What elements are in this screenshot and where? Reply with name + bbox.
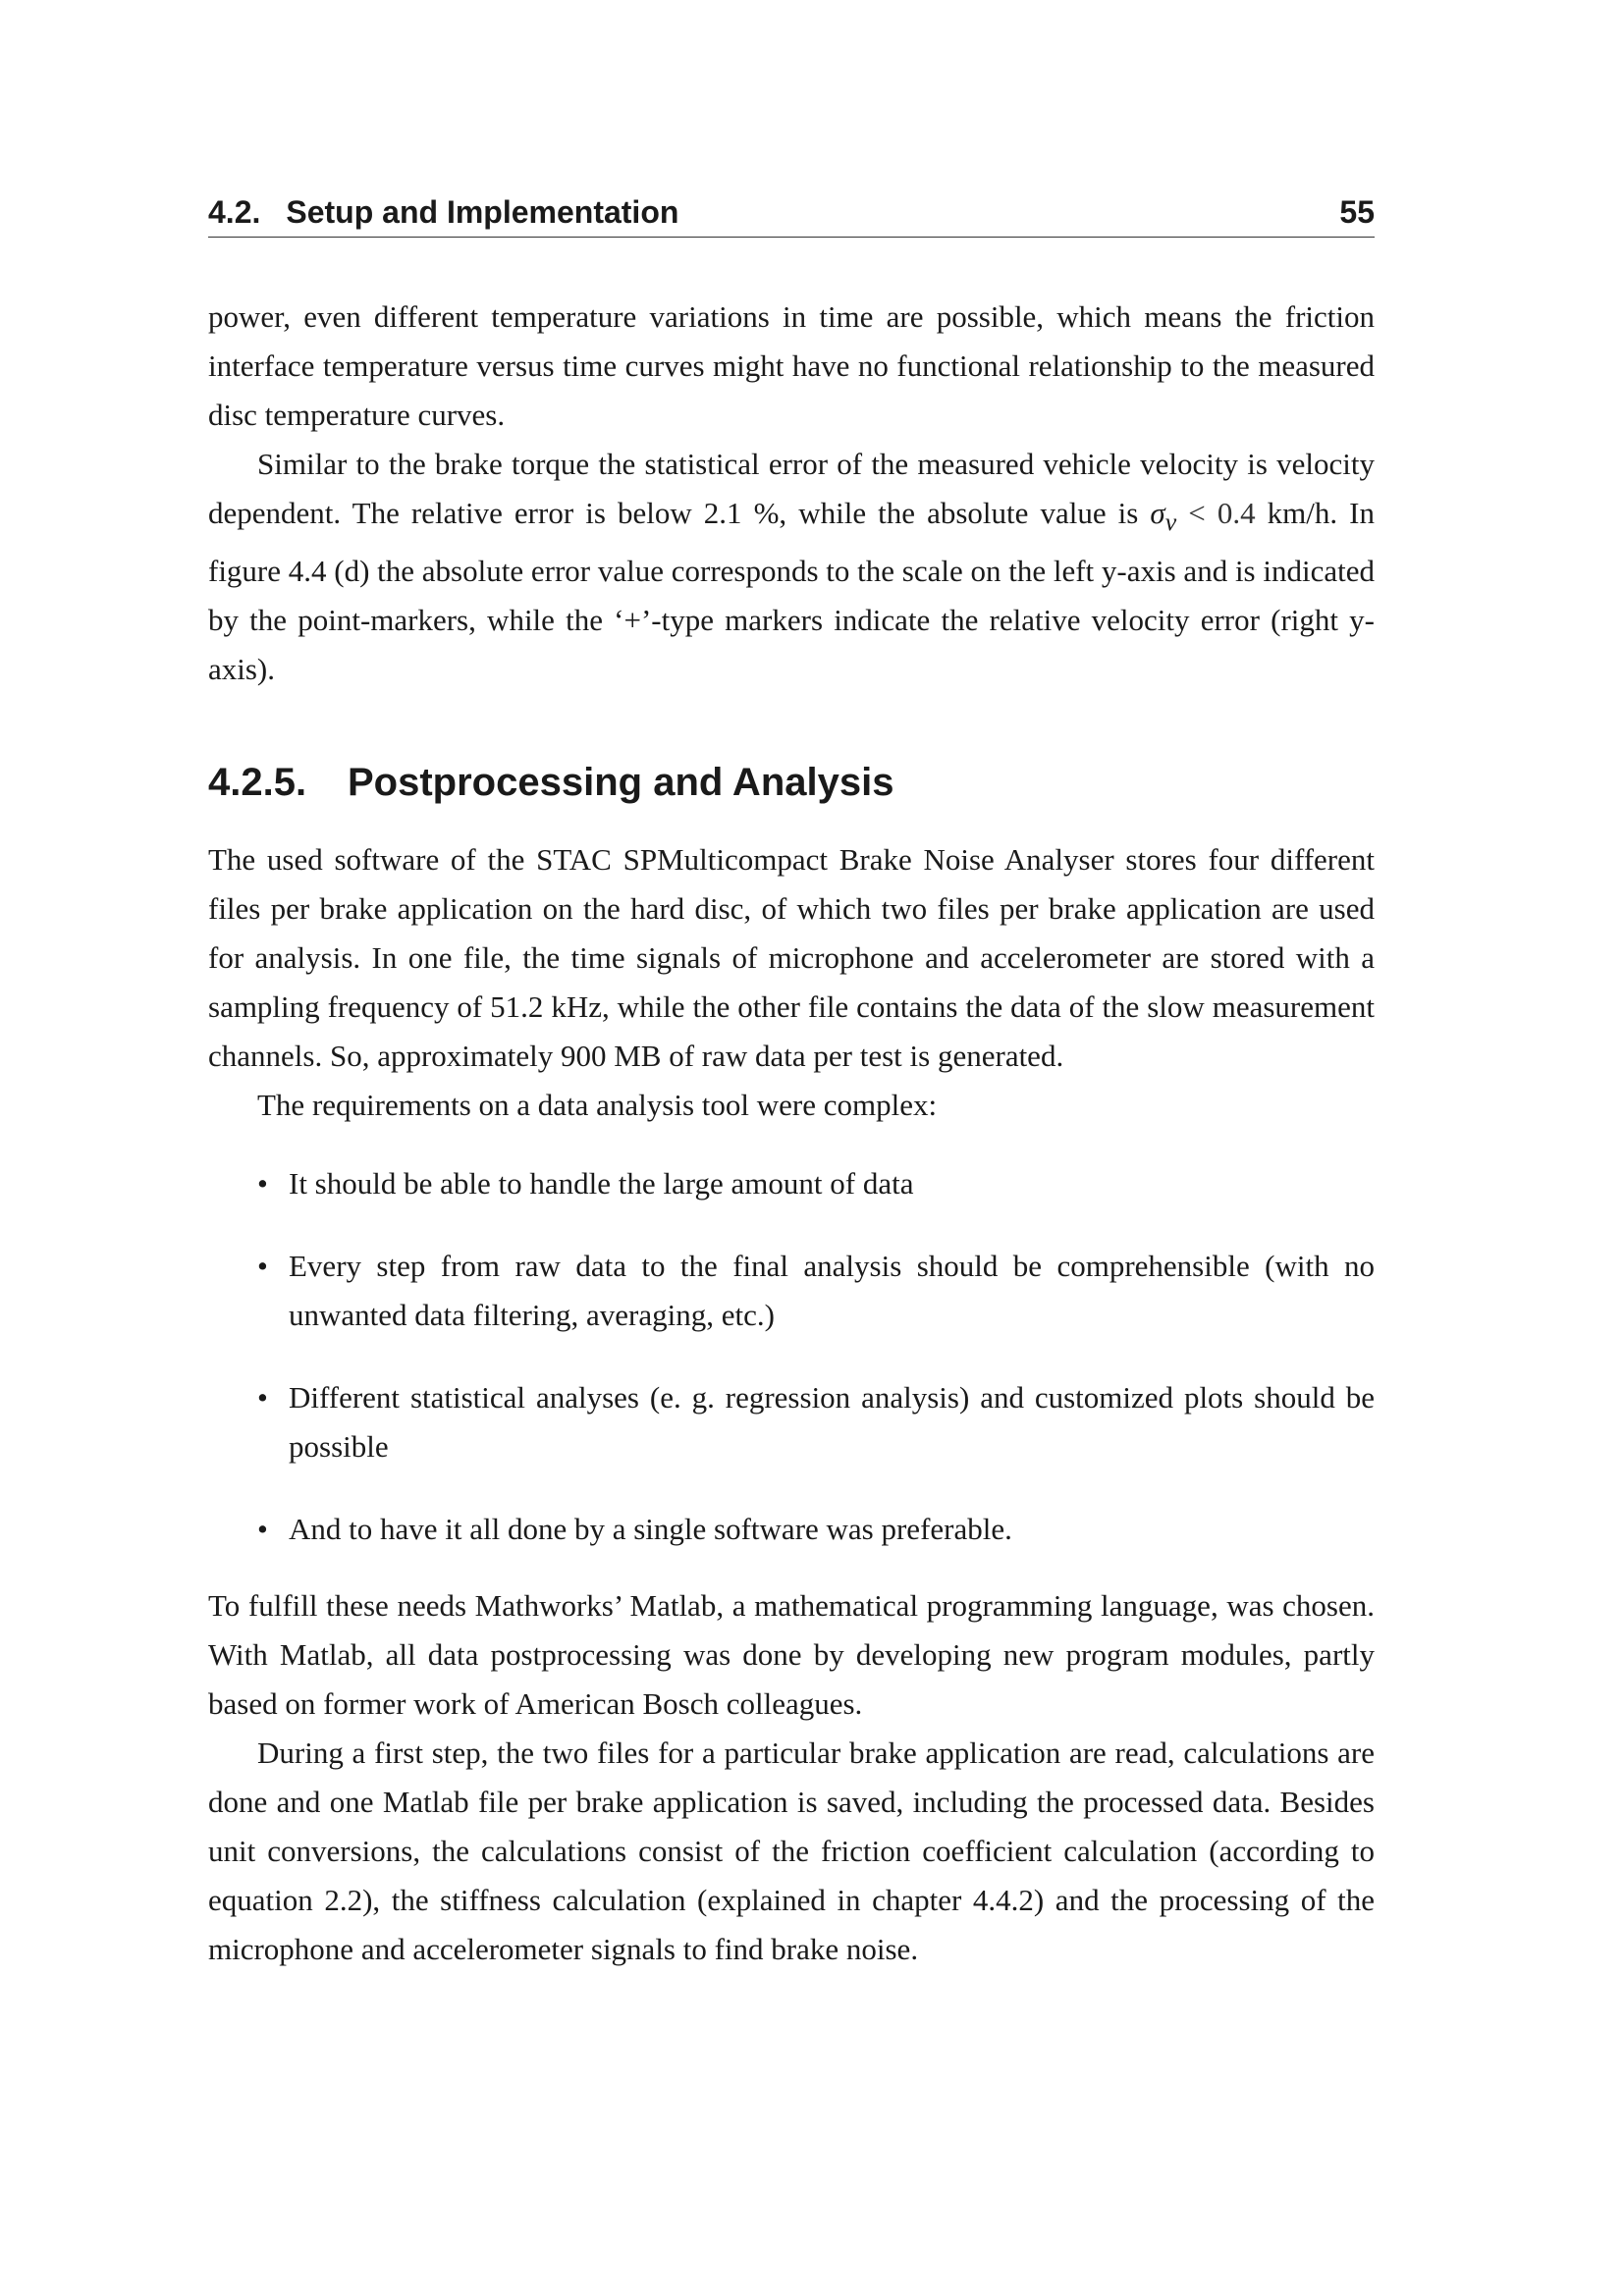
paragraph-5: To fulfill these needs Mathworks’ Matlab, a mathematical programming language, was chosen. With Matlab, all data postprocessing was done by developing new program modules, partly based on former work of American Bosch colleagues. bbox=[208, 1588, 1375, 1722]
list-item: • Every step from raw data to the final analysis should be comprehensible (with no unwanted data filtering, averaging, etc.) bbox=[208, 1242, 1375, 1340]
paragraph-3: The used software of the STAC SPMulticompact Brake Noise Analyser stores four different files per brake application on the hard disc, of which two files per brake application are used for analysis. In one file, the time signals of microphone and accelerometer are stored with a sampling frequency of 51.2 kHz, while the other file contains the data of the slow measurement channels. So, approximately 900 MB of raw data per test is generated. bbox=[208, 842, 1375, 1074]
section-title: Postprocessing and Analysis bbox=[348, 761, 894, 805]
list-item: • It should be able to handle the large amount of data bbox=[208, 1159, 1375, 1208]
paragraph-4: The requirements on a data analysis tool were complex: bbox=[257, 1088, 938, 1123]
math-sigma: σ bbox=[1150, 496, 1165, 530]
page bbox=[208, 194, 1375, 1974]
list-item: • Different statistical analyses (e. g. regression analysis) and customized plots should be possible bbox=[208, 1373, 1375, 1471]
paragraph-6: During a first step, the two files for a particular brake application are read, calculations are done and one Matlab file per brake application is saved, including the processed data. Besides unit conversions, the calculations consist of the friction coefficient calculation (according to equation 2.2), the stiffness calculation (explained in chapter 4.4.2) and the processing of the microphone and accelerometer signals to find brake noise. bbox=[208, 1735, 1375, 1967]
math-subscript: v bbox=[1164, 507, 1177, 537]
header-section-number: 4.2. bbox=[208, 194, 261, 230]
section-number: 4.2.5. bbox=[208, 761, 307, 805]
math-value: 0.4 bbox=[1217, 496, 1256, 530]
body-text bbox=[208, 293, 1375, 1974]
math-less-than: < bbox=[1176, 496, 1217, 530]
paragraph-2-text-a: Similar to the brake torque the statistical error of the measured vehicle velocity is velocity dependent. The relative error is below 2.1 %, while the absolute value is bbox=[208, 447, 1375, 530]
section-heading bbox=[208, 759, 1375, 806]
paragraph-1: power, even different temperature variations in time are possible, which means the friction interface temperature versus time curves might have no functional relationship to the measured disc temperature curves. bbox=[208, 299, 1375, 432]
paragraph-2 bbox=[208, 440, 1375, 694]
requirements-list bbox=[208, 1159, 1375, 1554]
list-item: • And to have it all done by a single software was preferable. bbox=[208, 1505, 1375, 1554]
header-section-title: Setup and Implementation bbox=[286, 194, 679, 230]
paragraph-2-text-b: km/h. In figure 4.4 (d) the absolute error value corresponds to the scale on the left y-axis and is indicated by the point-markers, while the ‘+’-type markers indicate the relative velocity error (right y-axis). bbox=[208, 496, 1375, 687]
header-page-number: 55 bbox=[1339, 194, 1375, 230]
header-left bbox=[208, 194, 678, 231]
running-header bbox=[208, 194, 1375, 238]
